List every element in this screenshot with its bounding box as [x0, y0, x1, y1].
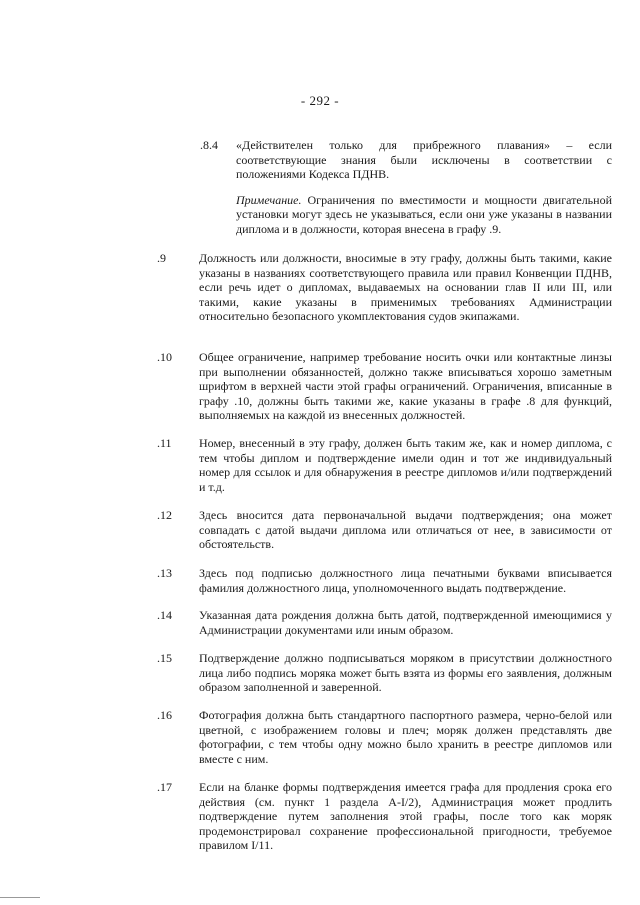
item-number: .16: [157, 708, 172, 722]
item-text: Подтверждение должно подписываться моряком в присутствии должностного лица либо подпись моряка может быть взята из формы его заявления, должным образом заполненной и заверенной.: [199, 651, 612, 695]
item-text: Номер, внесенный в эту графу, должен быть таким же, как и номер диплома, с тем чтобы диплом и подтверждение имели один и тот же индивидуальный номер для ссылок и для обнаружения в реестре дипломов и/или подтверждений и т.д.: [199, 436, 612, 494]
item-text: Если на бланке формы подтверждения имеется графа для продления срока его действия (см. пункт 1 раздела A-I/2), Администрация может продлить подтверждение путем заполнения этой графы, после того как моряк продемонстрировал сохранение профессиональной пригодности, требуемое правилом I/11.: [199, 780, 612, 853]
item-text: Здесь вносится дата первоначальной выдачи подтверждения; она может совпадать с датой выдачи диплома или отличаться от нее, в зависимости от обстоятельств.: [199, 508, 612, 552]
item-text: Фотография должна быть стандартного паспортного размера, черно-белой или цветной, с изображением головы и плеч; моряк должен представлять две фотографии, с тем чтобы одну можно было хранить в реестре дипломов или вместе с ним.: [199, 708, 612, 766]
item-text: Должность или должности, вносимые в эту графу, должны быть такими, какие указаны в названиях соответствующего правила или правил Конвенции ПДНВ, если речь идет о дипломах, выдаваемых на основании глав II или III, или такими, какие указаны в применимых требованиях Администрации относительно безопасного укомплектования судов экипажами.: [199, 251, 612, 324]
list-item: [157, 651, 612, 695]
note-text: Ограничения по вместимости и мощности двигательной установки могут здесь не указываться, если они уже указаны в названии диплома и в должности, которая внесена в графу .9.: [236, 192, 613, 236]
list-item: [200, 138, 612, 237]
list-item: [157, 508, 612, 552]
list-item: [157, 608, 612, 637]
item-number: .15: [157, 651, 172, 665]
item-number: .14: [157, 608, 172, 622]
item-number: .11: [157, 436, 172, 450]
item-text: Указанная дата рождения должна быть датой, подтвержденной имеющимися у Администрации документами или иным образом.: [199, 608, 612, 637]
item-number: .17: [157, 780, 172, 794]
note-label: Примечание.: [236, 192, 302, 207]
item-number: .13: [157, 566, 172, 580]
list-item: [157, 350, 612, 423]
item-text: «Действителен только для прибрежного плавания» – если соответствующие знания были исключены в соответствии с положениями Кодекса ПДНВ.: [236, 138, 612, 182]
note: [236, 193, 612, 237]
list-item: [157, 436, 612, 494]
item-number: .8.4: [200, 138, 218, 152]
list-item: [157, 566, 612, 595]
scan-edge-line: [0, 897, 40, 898]
list-item: [157, 780, 612, 853]
page-number: - 292 -: [300, 93, 340, 108]
item-text: Общее ограничение, например требование носить очки или контактные линзы при выполнении обязанностей, должно также вписываться хорошо заметным шрифтом в верхней части этой графы ограничений. Ограничения, вписанные в графу .10, должны быть такими же, какие указаны в графе .8 для функций, выполняемых на каждой из внесенных должностей.: [199, 350, 612, 423]
item-number: .10: [157, 350, 172, 364]
item-text: Здесь под подписью должностного лица печатными буквами вписывается фамилия должностного лица, уполномоченного выдать подтверждение.: [199, 566, 612, 595]
item-number: .12: [157, 508, 172, 522]
list-item: [157, 251, 612, 324]
item-number: .9: [157, 251, 166, 265]
list-item: [157, 708, 612, 766]
